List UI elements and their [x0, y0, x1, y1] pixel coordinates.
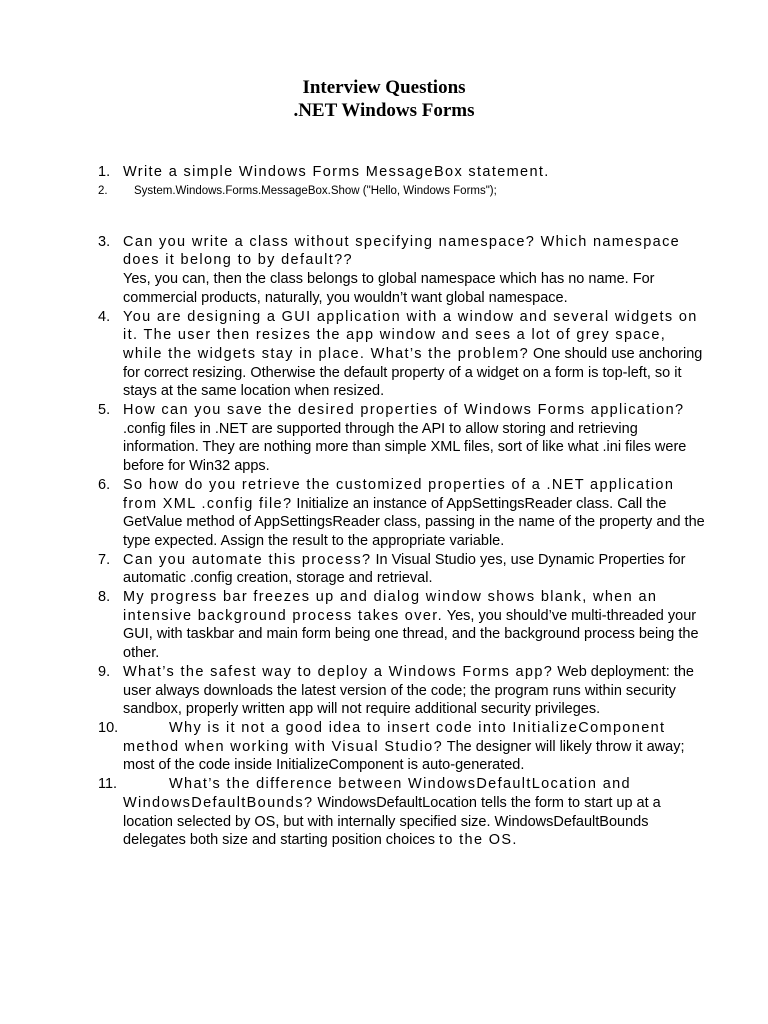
item-number: 11. — [98, 776, 118, 793]
item-number: 3. — [98, 233, 111, 250]
question-text: You are designing a GUI application with a window and several widgets on it. The user then resizes the app window and sees a lot of grey space, while the widgets stay in place. What’s the problem? — [123, 308, 698, 362]
list-item — [98, 719, 710, 775]
item-number: 5. — [98, 402, 111, 419]
question-text: My progress bar freezes up and dialog window shows blank, when an intensive background process takes over. — [123, 589, 658, 624]
answer-text: The designer will likely throw it away; most of the code inside InitializeComponent is auto-generated. — [123, 738, 685, 774]
question-text: So how do you retrieve the customized properties of a .NET application from XML .config file? — [123, 476, 675, 512]
list-item — [98, 663, 710, 719]
item-number: 4. — [98, 308, 111, 325]
list-item — [98, 551, 710, 588]
item-number: 10. — [98, 719, 119, 736]
question-text: Can you automate this process? — [123, 551, 372, 568]
answer-text-end: to the OS. — [438, 832, 518, 849]
item-number: 8. — [98, 589, 111, 606]
question-text: Write a simple Windows Forms MessageBox statement. — [123, 164, 550, 180]
question-text: How can you save the desired properties of Windows Forms application? — [123, 402, 685, 419]
item-number: 1. — [98, 164, 111, 180]
list-item — [98, 233, 710, 308]
list-item — [98, 184, 710, 199]
answer-text: Web deployment: the user always downloads the latest version of the code; the program runs within security sandbox, properly written app will not require additional security privileges. — [123, 663, 694, 718]
list-item — [98, 775, 710, 850]
question-text: What’s the safest way to deploy a Windows Forms app? — [123, 663, 554, 680]
question-list — [98, 163, 710, 850]
item-number: 6. — [98, 476, 111, 493]
item-number: 7. — [98, 551, 111, 568]
item-number: 2. — [98, 184, 108, 197]
answer-text: .config files in .NET are supported through the API to allow storing and retrieving information. They are nothing more than simple XML files, sort of like what .ini files were before for Win32 apps. — [123, 420, 687, 475]
question-text: What’s the difference between WindowsDefaultLocation and WindowsDefaultBounds? — [123, 776, 631, 811]
list-item — [98, 476, 710, 551]
question-text: Why is it not a good idea to insert code into InitializeComponent method when working with Visual Studio? — [123, 719, 666, 755]
list-item — [98, 588, 710, 663]
document-subtitle: .NET Windows Forms — [293, 100, 475, 121]
answer-text: One should use anchoring for correct resizing. Otherwise the default property of a widget on a form is top-left, so it stays at the same location when resized. — [123, 345, 703, 400]
code-text: System.Windows.Forms.MessageBox.Show ("Hello, Windows Forms"); — [134, 184, 497, 197]
answer-text: WindowsDefaultLocation tells the form to start up at a location selected by OS, but with internally specified size. WindowsDefaultBounds delegates both size and starting position choices — [123, 794, 661, 849]
item-number: 9. — [98, 663, 111, 680]
list-item — [98, 163, 710, 182]
question-text: Can you write a class without specifying namespace? Which namespace does it belong to by default?? — [123, 233, 681, 269]
answer-text: Yes, you should’ve multi-threaded your GUI, with taskbar and main form being one thread, and the background process being the other. — [123, 607, 699, 662]
answer-text: In Visual Studio yes, use Dynamic Properties for automatic .config creation, storage and retrieval. — [123, 551, 686, 587]
document-title: Interview Questions — [302, 77, 466, 98]
page-footer-fragment — [320, 1016, 440, 1024]
list-item — [98, 308, 710, 402]
list-item — [98, 401, 710, 476]
answer-text: Initialize an instance of AppSettingsReader class. Call the GetValue method of AppSettingsReader class, passing in the name of the property and the type expected. Assign the result to the appropriate variable. — [123, 495, 705, 549]
answer-text: Yes, you can, then the class belongs to global namespace which has no name. For commercial products, naturally, you wouldn’t want global namespace. — [123, 271, 655, 306]
